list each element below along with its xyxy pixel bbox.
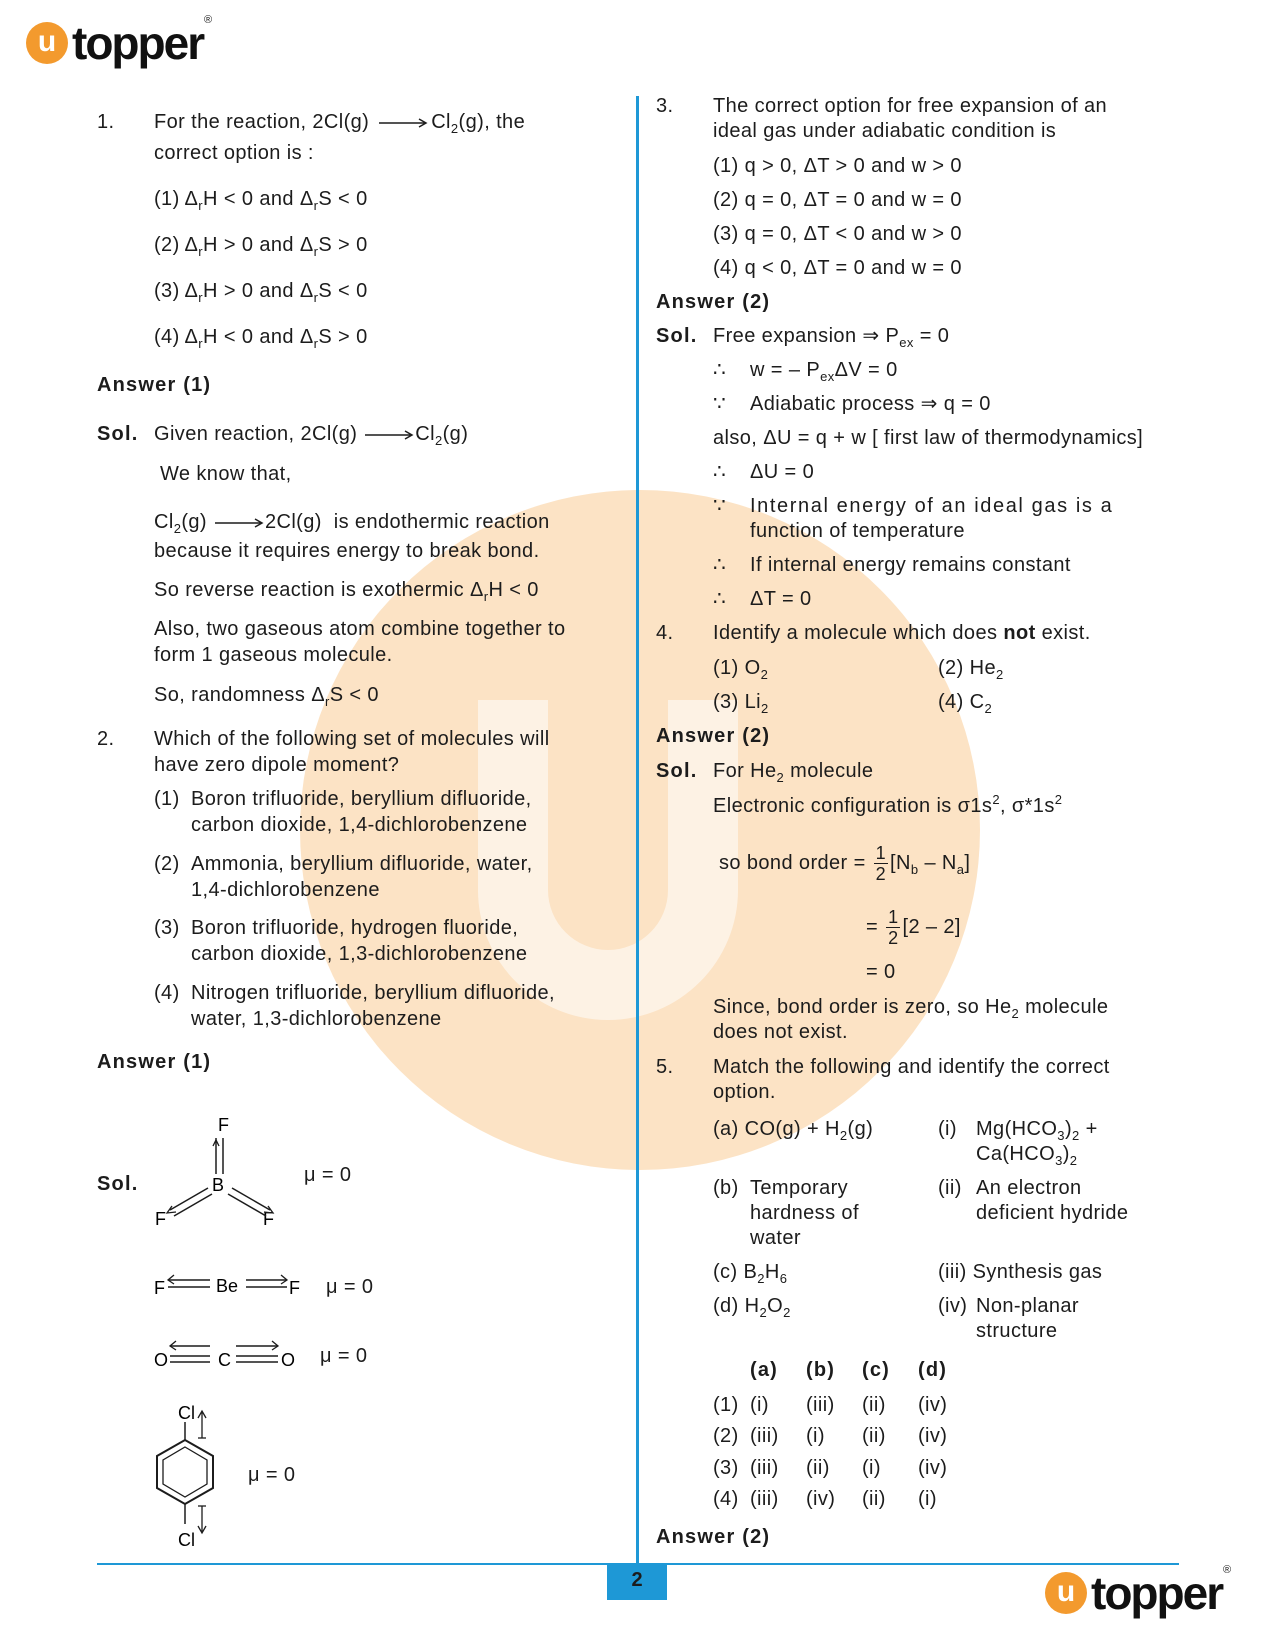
q5-row-4-b: (iv) bbox=[806, 1488, 836, 1510]
q5-left-b-line3: water bbox=[750, 1227, 801, 1249]
q3-sol-line4: also, ΔU = q + w [ first law of thermodynamics] bbox=[713, 427, 1144, 449]
q5-right-iv-line1: Non-planar bbox=[976, 1295, 1079, 1317]
q4-option-1: (1) $O_2$ bbox=[713, 657, 769, 682]
q3-stem-line1: The correct option for free expansion of an bbox=[713, 95, 1108, 117]
q2-option-3-line1: Boron trifluoride, hydrogen fluoride, bbox=[191, 917, 519, 939]
co2-mu: μ = 0 bbox=[320, 1345, 368, 1367]
q2-option-4-line1: Nitrogen trifluoride, beryllium difluoride, bbox=[191, 982, 556, 1004]
fraction-half: $\frac{1}{2}$ bbox=[888, 907, 899, 949]
q5-row-2-a: (iii) bbox=[750, 1425, 779, 1447]
q3-sol-line1: Free expansion ⇒ $P_{ex} = 0$ bbox=[713, 325, 950, 350]
q5-left-c: (c) $B_2H_6$ bbox=[713, 1261, 788, 1286]
q5-left-b-label: (b) bbox=[713, 1177, 739, 1199]
q1-stem-line2: correct option is : bbox=[154, 142, 314, 164]
q4-bond-order-3: = 0 bbox=[866, 961, 896, 983]
footer-logo bbox=[1045, 1564, 1232, 1620]
q3-sol-line7-symbol: ∴ bbox=[713, 554, 727, 576]
q3-sol-line8: ΔT = 0 bbox=[750, 588, 812, 610]
q2-option-1-label: (1) bbox=[154, 788, 180, 810]
q5-right-ii-label: (ii) bbox=[938, 1177, 962, 1199]
bf3-structure bbox=[150, 1112, 290, 1232]
q5-row-4-d: (i) bbox=[918, 1488, 937, 1510]
q2-option-2-label: (2) bbox=[154, 853, 180, 875]
q4-bond-order-1: so bond order = $\frac{1}{2}$ $[N_b - N_a]$ bbox=[719, 843, 971, 885]
q3-sol-line6b: function of temperature bbox=[750, 520, 965, 542]
logo-text: topper bbox=[72, 17, 204, 69]
q5-row-3-label: (3) bbox=[713, 1457, 739, 1479]
q5-table-head-a: (a) bbox=[750, 1359, 779, 1381]
q5-row-2-label: (2) bbox=[713, 1425, 739, 1447]
svg-text:C: C bbox=[218, 1350, 231, 1370]
q1-sol-also-line2: form 1 gaseous molecule. bbox=[154, 644, 393, 666]
q3-number: 3. bbox=[656, 95, 674, 117]
q5-table-head-c: (c) bbox=[862, 1359, 891, 1381]
q2-option-4-label: (4) bbox=[154, 982, 180, 1004]
q4-since-line2: does not exist. bbox=[713, 1021, 848, 1043]
dichlorobenzene-structure bbox=[148, 1400, 248, 1550]
registered-mark: ® bbox=[1223, 1564, 1232, 1576]
q5-row-2-d: (iv) bbox=[918, 1425, 948, 1447]
q4-option-3: (3) $Li_2$ bbox=[713, 691, 769, 716]
svg-text:B: B bbox=[212, 1175, 225, 1195]
q3-sol-line3: Adiabatic process ⇒ q = 0 bbox=[750, 393, 991, 415]
bf3-mu: μ = 0 bbox=[304, 1164, 352, 1186]
reaction-arrow-icon bbox=[213, 516, 265, 530]
dichlorobenzene-mu: μ = 0 bbox=[248, 1464, 296, 1486]
q5-answer: Answer (2) bbox=[656, 1526, 771, 1548]
q3-sol-label: Sol. bbox=[656, 325, 698, 347]
q1-sol-also-line1: Also, two gaseous atom combine together to bbox=[154, 618, 566, 640]
q3-sol-line5: ΔU = 0 bbox=[750, 461, 815, 483]
q4-number: 4. bbox=[656, 622, 674, 644]
q5-row-4-a: (iii) bbox=[750, 1488, 779, 1510]
q2-option-1-line1: Boron trifluoride, beryllium difluoride, bbox=[191, 788, 532, 810]
bef2-mu: μ = 0 bbox=[326, 1276, 374, 1298]
registered-mark: ® bbox=[204, 14, 213, 26]
svg-text:Be: Be bbox=[216, 1276, 239, 1296]
q5-row-3-a: (iii) bbox=[750, 1457, 779, 1479]
q4-since-line1: Since, bond order is zero, so $He_2$ molecule bbox=[713, 996, 1109, 1021]
q2-option-4-line2: water, 1,3-dichlorobenzene bbox=[191, 1008, 442, 1030]
q5-right-ii-line2: deficient hydride bbox=[976, 1202, 1129, 1224]
q1-option-4: (4) $\Delta_rH < 0$ and $\Delta_rS > 0$ bbox=[154, 326, 368, 351]
q5-stem-line1: Match the following and identify the correct bbox=[713, 1056, 1110, 1078]
q5-row-3-b: (ii) bbox=[806, 1457, 830, 1479]
q2-sol-label: Sol. bbox=[97, 1173, 139, 1195]
q2-answer: Answer (1) bbox=[97, 1051, 212, 1073]
q5-table-head-d: (d) bbox=[918, 1359, 948, 1381]
svg-text:F: F bbox=[155, 1209, 166, 1229]
q3-sol-line6-symbol: ∵ bbox=[713, 495, 727, 517]
q5-row-4-c: (ii) bbox=[862, 1488, 886, 1510]
q5-row-3-c: (i) bbox=[862, 1457, 881, 1479]
q5-row-1-a: (i) bbox=[750, 1394, 769, 1416]
q1-sol-reverse: So reverse reaction is exothermic $\Delta_rH < 0$ bbox=[154, 579, 539, 604]
q4-sol-line1: For $He_2$ molecule bbox=[713, 760, 874, 785]
q5-right-i-label: (i) bbox=[938, 1118, 957, 1140]
q1-stem-line1: For the reaction, 2Cl(g) $Cl_2(g)$, the bbox=[154, 111, 526, 136]
q3-option-1: (1) q > 0, ΔT > 0 and w > 0 bbox=[713, 155, 962, 177]
q5-row-1-b: (iii) bbox=[806, 1394, 835, 1416]
q5-right-iv-line2: structure bbox=[976, 1320, 1058, 1342]
q5-row-2-c: (ii) bbox=[862, 1425, 886, 1447]
q4-answer: Answer (2) bbox=[656, 725, 771, 747]
q1-sol-know: We know that, bbox=[160, 463, 292, 485]
q5-right-i-line2: $Ca(HCO_3)_2$ bbox=[976, 1143, 1078, 1168]
q5-right-iv-label: (iv) bbox=[938, 1295, 968, 1317]
q3-sol-line5-symbol: ∴ bbox=[713, 461, 727, 483]
q1-sol-label: Sol. bbox=[97, 423, 139, 445]
q5-row-1-d: (iv) bbox=[918, 1394, 948, 1416]
q5-row-3-d: (iv) bbox=[918, 1457, 948, 1479]
svg-text:F: F bbox=[218, 1115, 229, 1135]
co2-structure bbox=[150, 1330, 310, 1374]
bef2-structure bbox=[150, 1262, 310, 1302]
q5-stem-line2: option. bbox=[713, 1081, 776, 1103]
logo-text: topper bbox=[1091, 1567, 1223, 1619]
q2-option-2-line2: 1,4-dichlorobenzene bbox=[191, 879, 380, 901]
q3-answer: Answer (2) bbox=[656, 291, 771, 313]
svg-text:Cl: Cl bbox=[178, 1530, 195, 1550]
q4-option-2: (2) $He_2$ bbox=[938, 657, 1004, 682]
q1-sol-randomness: So, randomness $\Delta_rS < 0$ bbox=[154, 684, 379, 709]
q2-stem-line1: Which of the following set of molecules will bbox=[154, 728, 550, 750]
q5-row-4-label: (4) bbox=[713, 1488, 739, 1510]
q3-stem-line2: ideal gas under adiabatic condition is bbox=[713, 120, 1057, 142]
q3-sol-line8-symbol: ∴ bbox=[713, 588, 727, 610]
q5-left-a: (a) $CO(g) + H_2(g)$ bbox=[713, 1118, 874, 1143]
q3-sol-line6a: Internal energy of an ideal gas is a bbox=[750, 495, 1114, 517]
q5-left-d: (d) $H_2O_2$ bbox=[713, 1295, 791, 1320]
q3-sol-line2-symbol: ∴ bbox=[713, 359, 727, 381]
svg-text:O: O bbox=[281, 1350, 296, 1370]
q4-stem: Identify a molecule which does not exist. bbox=[713, 622, 1091, 644]
q1-option-3: (3) $\Delta_rH > 0$ and $\Delta_rS < 0$ bbox=[154, 280, 368, 305]
q2-stem-line2: have zero dipole moment? bbox=[154, 754, 400, 776]
q4-sol-label: Sol. bbox=[656, 760, 698, 782]
q1-number: 1. bbox=[97, 111, 115, 133]
q5-number: 5. bbox=[656, 1056, 674, 1078]
svg-text:F: F bbox=[154, 1278, 165, 1298]
q2-option-3-label: (3) bbox=[154, 917, 180, 939]
q1-answer: Answer (1) bbox=[97, 374, 212, 396]
q5-row-2-b: (i) bbox=[806, 1425, 825, 1447]
q5-right-iii: (iii) Synthesis gas bbox=[938, 1261, 1103, 1283]
q1-sol-endo-line1: $Cl_2(g)$ 2Cl(g) is endothermic reaction bbox=[154, 511, 550, 536]
fraction-half: $\frac{1}{2}$ bbox=[875, 843, 887, 885]
q2-option-2-line1: Ammonia, beryllium difluoride, water, bbox=[191, 853, 533, 875]
q3-sol-line7: If internal energy remains constant bbox=[750, 554, 1071, 576]
q2-option-3-line2: carbon dioxide, 1,3-dichlorobenzene bbox=[191, 943, 528, 965]
q3-option-3: (3) q = 0, ΔT < 0 and w > 0 bbox=[713, 223, 962, 245]
reaction-arrow-icon bbox=[363, 428, 415, 442]
q5-table-head-b: (b) bbox=[806, 1359, 836, 1381]
svg-text:O: O bbox=[154, 1350, 169, 1370]
svg-text:F: F bbox=[263, 1209, 274, 1229]
logo-badge-icon: u bbox=[1045, 1572, 1087, 1614]
q1-option-1: (1) $\Delta_rH < 0$ and $\Delta_rS < 0$ bbox=[154, 188, 368, 213]
q4-sol-config: Electronic configuration is $\sigma 1s^2$, $\sigma*1s^2$ bbox=[713, 792, 1063, 817]
reaction-arrow-icon bbox=[377, 116, 429, 130]
svg-text:Cl: Cl bbox=[178, 1403, 195, 1423]
q5-left-b-line1: Temporary bbox=[750, 1177, 849, 1199]
q3-option-4: (4) q < 0, ΔT = 0 and w = 0 bbox=[713, 257, 962, 279]
q5-row-1-c: (ii) bbox=[862, 1394, 886, 1416]
q4-option-4: (4) $C_2$ bbox=[938, 691, 993, 716]
q1-sol-given: Given reaction, 2Cl(g) $Cl_2(g)$ bbox=[154, 423, 469, 448]
q4-bond-order-2: = $\frac{1}{2}$ [2 – 2] bbox=[866, 907, 961, 949]
q5-left-b-line2: hardness of bbox=[750, 1202, 859, 1224]
q1-option-2: (2) $\Delta_rH > 0$ and $\Delta_rS > 0$ bbox=[154, 234, 368, 259]
q3-sol-line2: w = – $P_{ex}\Delta V = 0$ bbox=[750, 359, 898, 384]
q2-option-1-line2: carbon dioxide, 1,4-dichlorobenzene bbox=[191, 814, 528, 836]
logo-badge-icon: u bbox=[26, 22, 68, 64]
page-number: 2 bbox=[607, 1563, 667, 1600]
q5-right-ii-line1: An electron bbox=[976, 1177, 1082, 1199]
q1-sol-endo-line2: because it requires energy to break bond. bbox=[154, 540, 540, 562]
q2-number: 2. bbox=[97, 728, 115, 750]
svg-text:F: F bbox=[289, 1278, 300, 1298]
q5-row-1-label: (1) bbox=[713, 1394, 739, 1416]
q3-option-2: (2) q = 0, ΔT = 0 and w = 0 bbox=[713, 189, 962, 211]
q3-sol-line3-symbol: ∵ bbox=[713, 393, 727, 415]
q5-right-i-line1: $Mg(HCO_3)_2$ + bbox=[976, 1118, 1098, 1143]
header-logo bbox=[26, 14, 213, 70]
column-divider bbox=[636, 96, 639, 1566]
